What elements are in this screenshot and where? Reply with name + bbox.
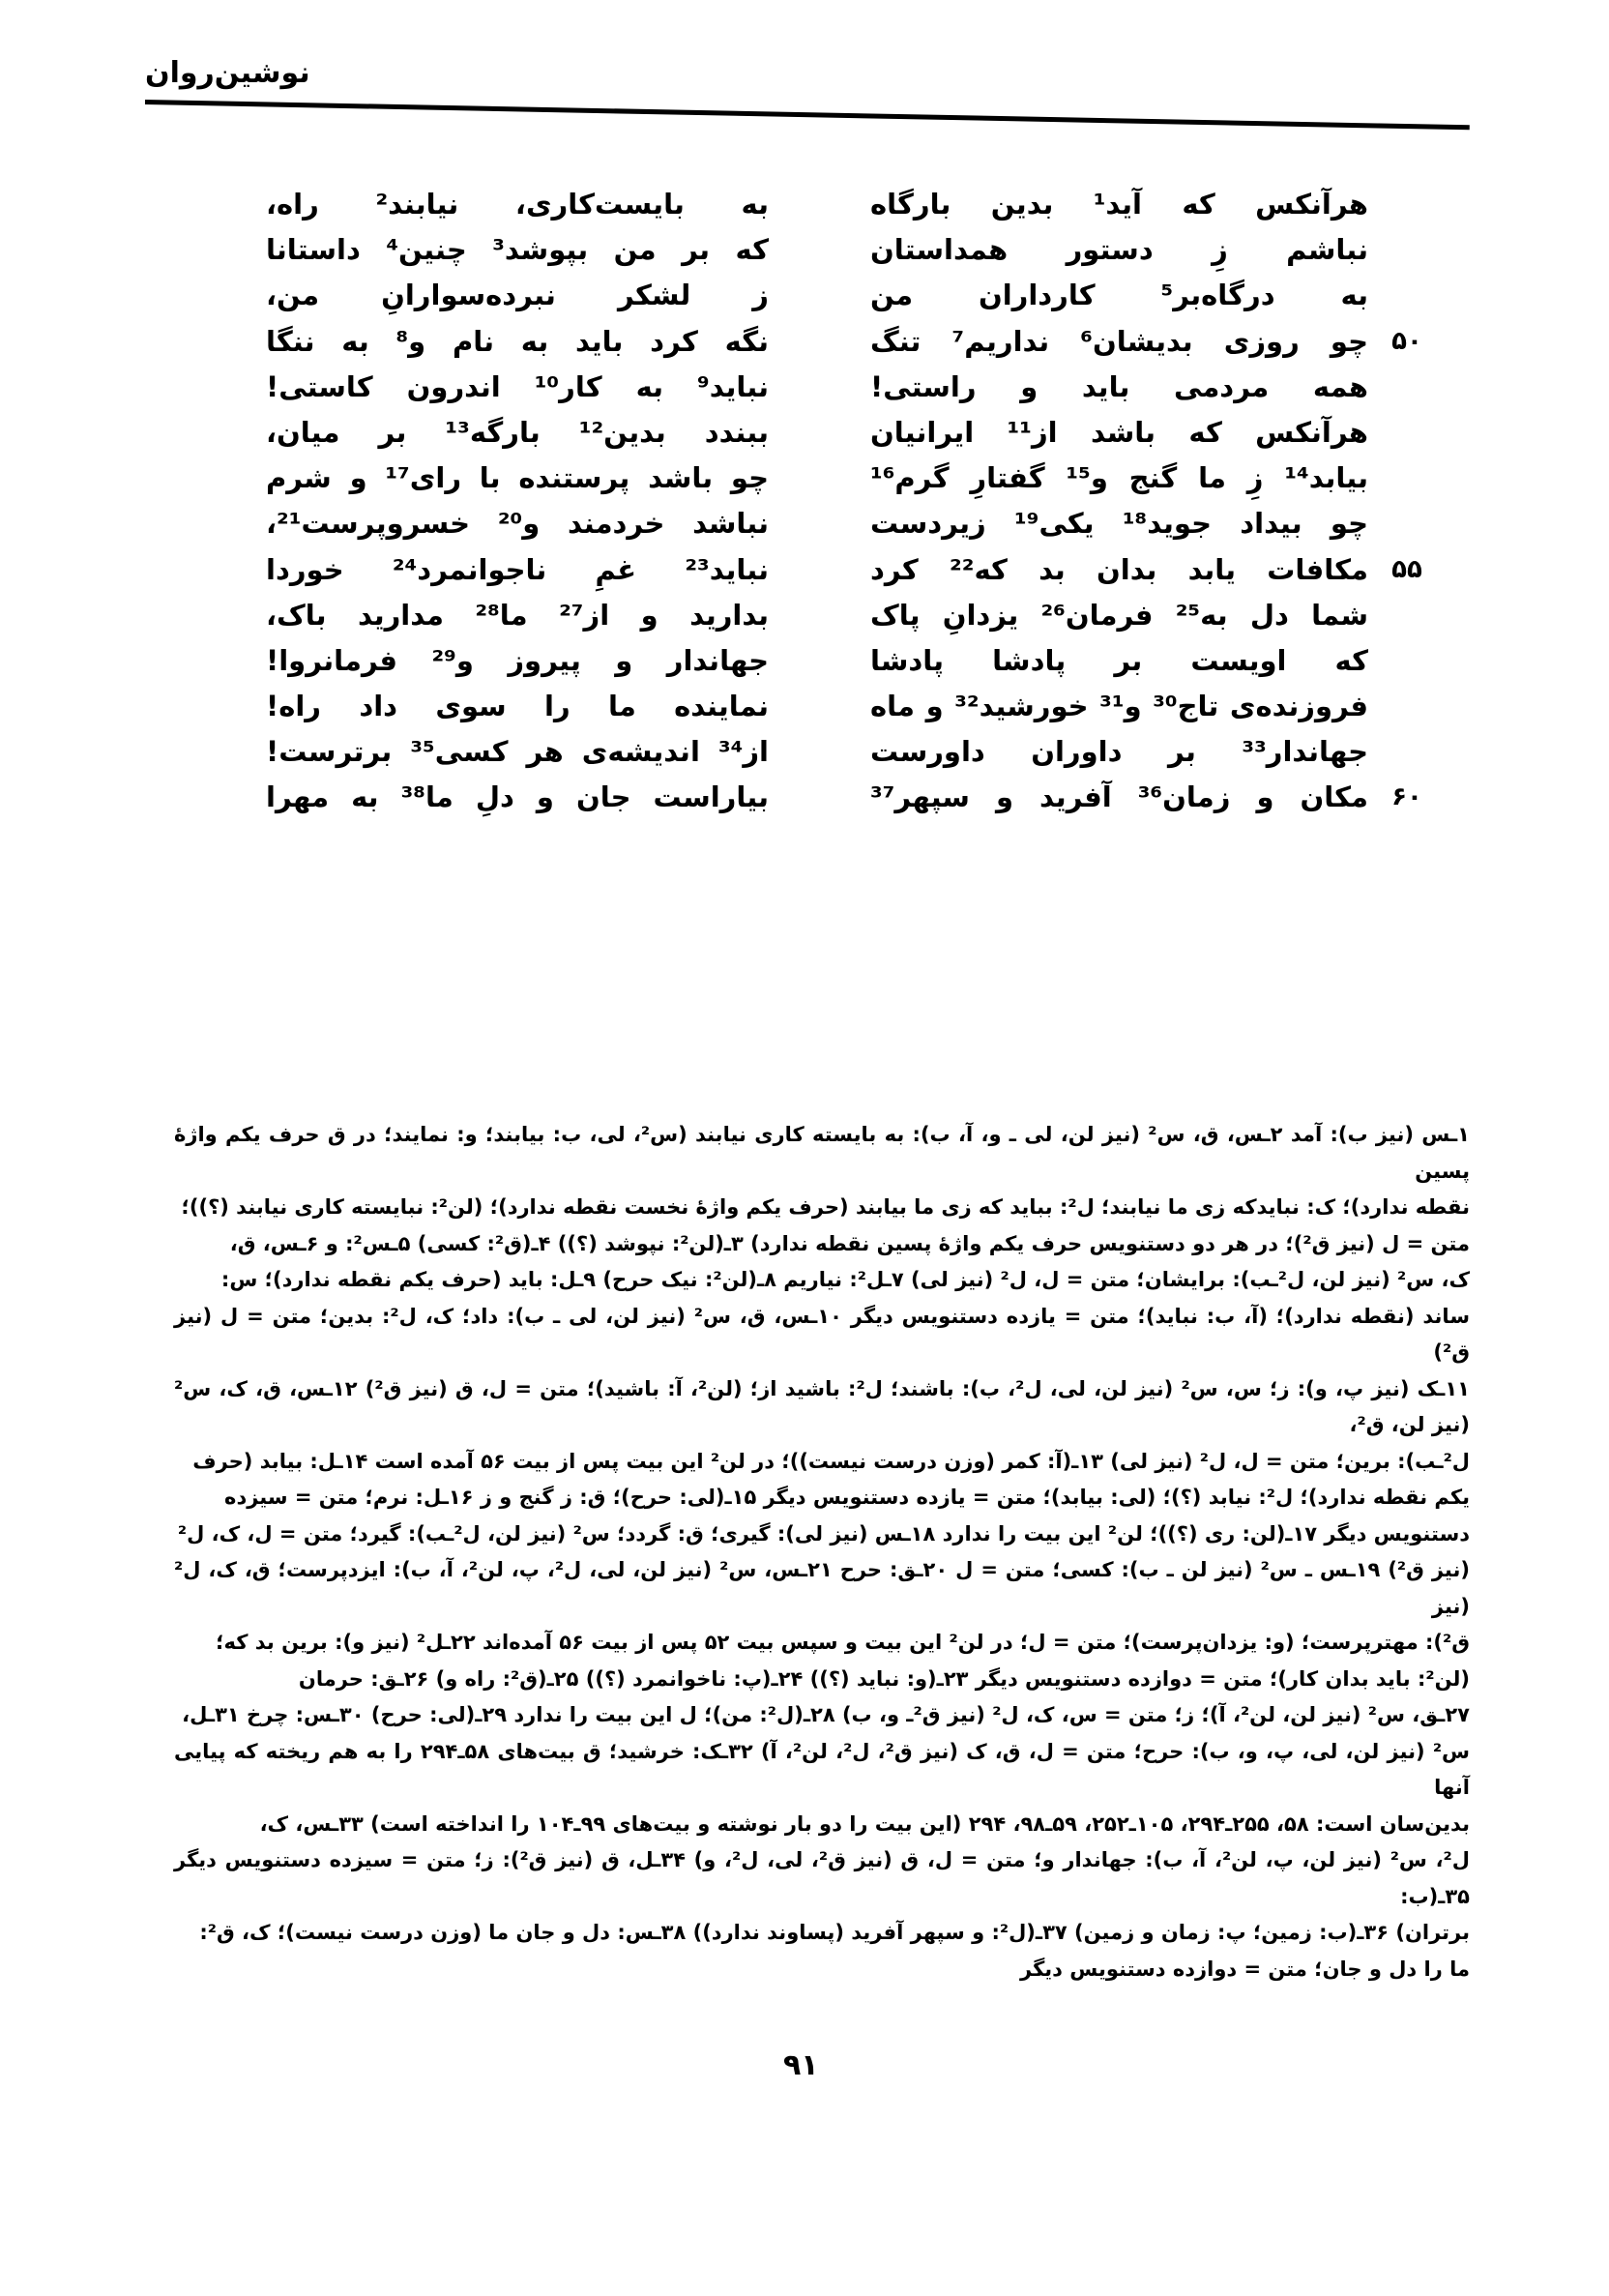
verse-line: مکافات یابد بدان بد که²² کرد (870, 552, 1368, 586)
verse-line: نباید⁹ به کار¹⁰ اندرون کاستی! (266, 369, 769, 403)
footnotes (174, 1117, 1470, 1987)
verse-line: هرآنکس که آید¹ بدین بارگاه (870, 188, 1368, 221)
verse-column-left (266, 182, 769, 821)
footnote-line: ق²): مهترپرست؛ (و: یزدان‌پرست)؛ متن = ل؛ در لن² این بیت و سپس بیت ۵۲ پس از بیت ۵۶ آمده‌اند ۲۲ـل² (نیز و): برین بد که؛ (216, 1631, 1470, 1654)
footnote-line: ۲۷ـق، س² (نیز لن، لن²، آ)؛ ز؛ متن = س، ک، ل² (نیز ق²ـ و، ب) ۲۸ـ(ل²: من)؛ ل این بیت را ندارد ۲۹ـ(لی: حرح) ۳۰ـس: چرخ ۳۱ـل، (182, 1703, 1470, 1726)
verse-line: از³⁴ اندیشه‌ی هر کسی³⁵ برترست! (266, 735, 769, 769)
footnote-line: برتران) ۳۶ـ(ب: زمین؛ پ: زمان و زمین) ۳۷ـ(ل²: و سپهر آفرید (پساوند ندارد)) ۳۸ـس: دل و جان ما (وزن درست نیست)؛ ک، ق²: (199, 1921, 1470, 1944)
line-number (1373, 410, 1441, 456)
footnote-line: ما را دل و جان؛ متن = دوازده دستنویس دیگر (1020, 1957, 1470, 1981)
header-rule (145, 100, 1470, 130)
footnote-line: ل²ـب): برین؛ متن = ل، ل² (نیز لی) ۱۳ـ(آ: کمر (وزن درست نیست))؛ در لن² این بیت پس از بیت ۵۶ آمده است ۱۴ـل: بیابد (حرف (192, 1449, 1470, 1473)
verse-line: بیاراست جان و دلِ ما³⁸ به مهرا (266, 780, 769, 814)
footnote-line: ل²، س² (نیز لن، پ، لن²، آ، ب): جهاندار و؛ متن = ل، ق (نیز ق²، لی، ل²، و) ۳۴ـل، ق (نیز ق²): ز؛ متن = سیزده دستنویس دیگر ۳۵ـ(ب: (174, 1848, 1470, 1908)
line-number (1373, 638, 1441, 684)
running-head-title: نوشین‌روان (145, 56, 310, 90)
footnote-line: نقطه ندارد)؛ ک: نبایدکه زی ما نیابند؛ ل²: بباید که زی ما بیابند (حرف یکم واژهٔ نخست نقطه ندارد)؛ (لن²: نبایسته کاری نیابند (؟))؛ (181, 1195, 1470, 1219)
line-number (1373, 182, 1441, 227)
line-number: ۵۵ (1391, 554, 1422, 584)
line-number (1373, 593, 1441, 638)
verse-line: نماینده ما را سوی داد راه! (266, 690, 769, 723)
footnote-line: دستنویس دیگر ۱۷ـ(لن: ری (؟))؛ لن² این بیت را ندارد ۱۸ـس (نیز لی): گیری؛ ق: گردد؛ س² (نیز لن، ل²ـب): گیرد؛ متن = ل، ک، ل² (177, 1521, 1470, 1545)
verse-line: مکان و زمان³⁶ آفرید و سپهر³⁷ (870, 780, 1368, 814)
verse-line: ببندد بدین¹² بارگه¹³ بر میان، (266, 415, 769, 449)
footnote-line: ۱ـس (نیز ب): آمد ۲ـس، ق، س² (نیز لن، لی ـ و، آ، ب): به بایسته کاری نیابند (س²، لی، ب: بیابند؛ و: نمایند؛ در ق حرف یکم واژهٔ پسین (174, 1123, 1470, 1183)
line-number (1373, 227, 1441, 273)
line-number (1373, 365, 1441, 410)
verse-line: هرآنکس که باشد از¹¹ ایرانیان (870, 415, 1368, 449)
footnote-line: ساند (نقطه ندارد)؛ (آ، ب: نباید)؛ متن = یازده دستنویس دیگر ۱۰ـس، ق، س² (نیز لن، لی ـ ب): داد؛ ک، ل²: بدین؛ متن = ل (نیز ق²) (174, 1304, 1470, 1364)
verse-line: نباشد خردمند و²⁰ خسروپرست²¹، (266, 507, 769, 541)
verse-line: فروزنده‌ی تاج³⁰ و³¹ خورشید³² و ماه (870, 690, 1369, 723)
verse-line: بدارید و از²⁷ ما²⁸ مدارید باک، (266, 598, 769, 632)
verse-line: چو بیداد جوید¹⁸ یکی¹⁹ زیردست (870, 507, 1368, 541)
footnote-line: یکم نقطه ندارد)؛ ل²: نیابد (؟)؛ (لی: بیابد)؛ متن = یازده دستنویس دیگر ۱۵ـ(لی: حرح)؛ ق: ز گنج و ز ۱۶ـل: نرم؛ متن = سیزده (224, 1486, 1470, 1509)
verse-line: نباشم زِ دستور همداستان (870, 233, 1368, 267)
line-number (1373, 729, 1441, 775)
verse-line: به درگاه‌بر⁵ کارداران من (870, 279, 1368, 312)
verse-line: که اویست بر پادشا پادشا (870, 643, 1368, 677)
verse-line: نباید²³ غمِ ناجوانمرد²⁴ خوردا (266, 552, 769, 586)
verse-line: که بر من بپوشد³ چنین⁴ داستانا (266, 233, 769, 267)
footnote-line: (لن²: باید بدان کار)؛ متن = دوازده دستنویس دیگر ۲۳ـ(و: نباید (؟)) ۲۴ـ(پ: ناخوانمرد (؟)) ۲۵ـ(ق²: راه و) ۲۶ـق: حرمان (298, 1666, 1470, 1691)
verse-line-numbers (1373, 182, 1441, 821)
footnote-line: (نیز ق²) ۱۹ـس ـ س² (نیز لن ـ ب): کسی؛ متن = ل ۲۰ـق: حرح ۲۱ـس، س² (نیز لن، لی، ل²، پ، لن²، آ، ب): ایزدپرست؛ ق، ک، ل² (نیز (174, 1558, 1470, 1618)
verse-line: بیابد¹⁴ زِ ما گنج و¹⁵ گفتارِ گرم¹⁶ (870, 461, 1368, 495)
footnote-line: بدین‌سان است: ۵۸، ۲۵۵ـ۲۹۴، ۱۰۵ـ۲۵۲، ۵۹ـ۹۸، ۲۹۴ (این بیت را دو بار نوشته و بیت‌های ۹۹ـ۱۰۴ را انداخته است) ۳۳ـس، ک، (259, 1811, 1470, 1836)
verse-line: نگه کرد باید به نام و⁸ به ننگا (266, 324, 770, 358)
line-number (1373, 273, 1441, 318)
line-number (1373, 684, 1441, 729)
page-number: ۹۱ (783, 2048, 819, 2082)
footnote-line: س² (نیز لن، لی، پ، و، ب): حرح؛ متن = ل، ق، ک (نیز ق²، ل²، لن²، آ) ۳۲ـک: خرشید؛ ق بیت‌های ۵۸ـ۲۹۴ را به هم ریخته که پیایی آنها (174, 1739, 1470, 1799)
verse-line: همه مردمی باید و راستی! (870, 369, 1368, 403)
verse-line: جهاندار و پیروز و²⁹ فرمانروا! (266, 643, 770, 677)
line-number: ۶۰ (1391, 782, 1422, 812)
verse-line: چو روزی بدیشان⁶ نداریم⁷ تنگ (870, 324, 1368, 358)
footnote-line: متن = ل (نیز ق²)؛ در هر دو دستنویس حرف یکم واژهٔ پسین نقطه ندارد) ۳ـ(لن²: نپوشد (؟)) ۴ـ(ق²: کسی) ۵ـس²: و ۶ـس، ق، (229, 1231, 1470, 1255)
verse-line: ز لشکر نبرده‌سوارانِ من، (266, 279, 769, 312)
line-number: ۵۰ (1391, 326, 1422, 356)
line-number (1373, 501, 1441, 546)
verse-line: جهاندار³³ بر داوران داورست (870, 735, 1368, 769)
line-number (1373, 456, 1441, 501)
footnote-line: ک، س² (نیز لن، ل²ـب): برایشان؛ متن = ل، ل² (نیز لی) ۷ـل²: نیاریم ۸ـ(لن²: نیک حرح) ۹ـل: باید (حرف یکم نقطه ندارد)؛ س: (220, 1268, 1470, 1291)
verse-line: چو باشد پرستنده با رای¹⁷ و شرم (266, 461, 769, 495)
verse-line: به بایست‌کاری، نیابند² راه، (266, 188, 769, 221)
verse-column-right (870, 182, 1368, 821)
footnote-line: ۱۱ـک (نیز پ، و): ز؛ س، س² (نیز لن، لی، ل²، ب): باشند؛ ل²: باشید از؛ (لن²، آ: باشید)؛ متن = ل، ق (نیز ق²) ۱۲ـس، ق، ک، س² (نیز لن، ق²، (174, 1376, 1470, 1436)
verse-line: شما دل به²⁵ فرمان²⁶ یزدانِ پاک (870, 598, 1368, 632)
